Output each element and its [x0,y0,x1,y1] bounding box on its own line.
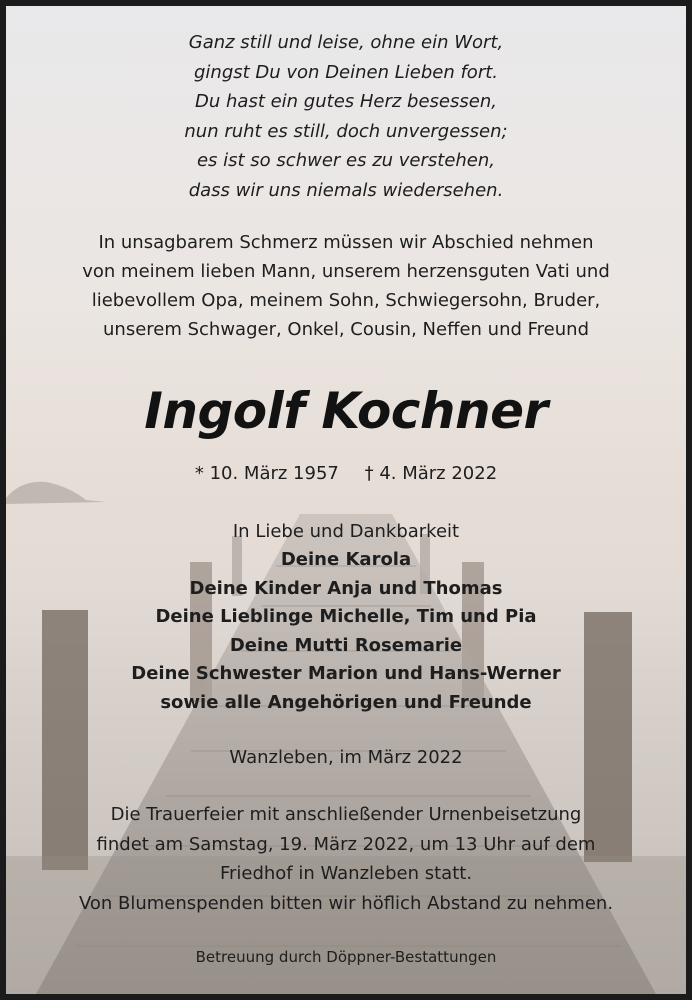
funeral-line: findet am Samstag, 19. März 2022, um 13 Uhr auf dem [96,833,596,855]
poem-line: Du hast ein gutes Herz besessen, [195,91,497,112]
mourner-line: Deine Mutti Rosemarie [229,634,463,656]
life-dates [6,461,686,487]
funeral-line: Friedhof in Wanzleben statt. [219,863,473,884]
death-date: † 4. März 2022 [364,463,498,484]
place-date: Wanzleben, im März 2022 [229,747,463,768]
intro-line: unserem Schwager, Onkel, Cousin, Neffen und Freund [103,319,589,340]
mourner-line: Deine Schwester Marion und Hans-Werner [131,663,561,684]
poem-line: gingst Du von Deinen Lieben fort. [193,61,498,83]
funeral-line: Die Trauerfeier mit anschließender Urnenbeisetzung [110,804,582,825]
dedication: In Liebe und Dankbarkeit [232,521,460,542]
poem-line: dass wir uns niemals wiedersehen. [188,179,504,201]
mourners-list [6,546,686,717]
intro-line: In unsagbarem Schmerz müssen wir Abschied nehmen [98,232,594,253]
obituary-card [6,6,686,994]
mourner-line: sowie alle Angehörigen und Freunde [160,691,532,713]
birth-date: * 10. März 1957 [194,463,339,484]
mourner-line: Deine Karola [280,549,412,570]
deceased-name: Ingolf Kochner [144,382,548,440]
poem-line: es ist so schwer es zu verstehen, [196,150,496,171]
poem-line: Ganz still und leise, ohne ein Wort, [188,32,504,53]
intro-line: liebevollem Opa, meinem Sohn, Schwiegersohn, Bruder, [91,290,601,311]
funeral-info [6,800,686,918]
mourner-line: Deine Lieblinge Michelle, Tim und Pia [155,606,537,627]
intro-text [6,228,686,344]
memorial-poem [6,28,686,205]
poem-line: nun ruht es still, doch unvergessen; [184,120,508,142]
undertaker-credit: Betreuung durch Döppner-Bestattungen [195,948,497,966]
funeral-line: Von Blumenspenden bitten wir höflich Abstand zu nehmen. [78,892,614,914]
mourner-line: Deine Kinder Anja und Thomas [189,577,503,599]
intro-line: von meinem lieben Mann, unserem herzensguten Vati und [82,261,610,282]
